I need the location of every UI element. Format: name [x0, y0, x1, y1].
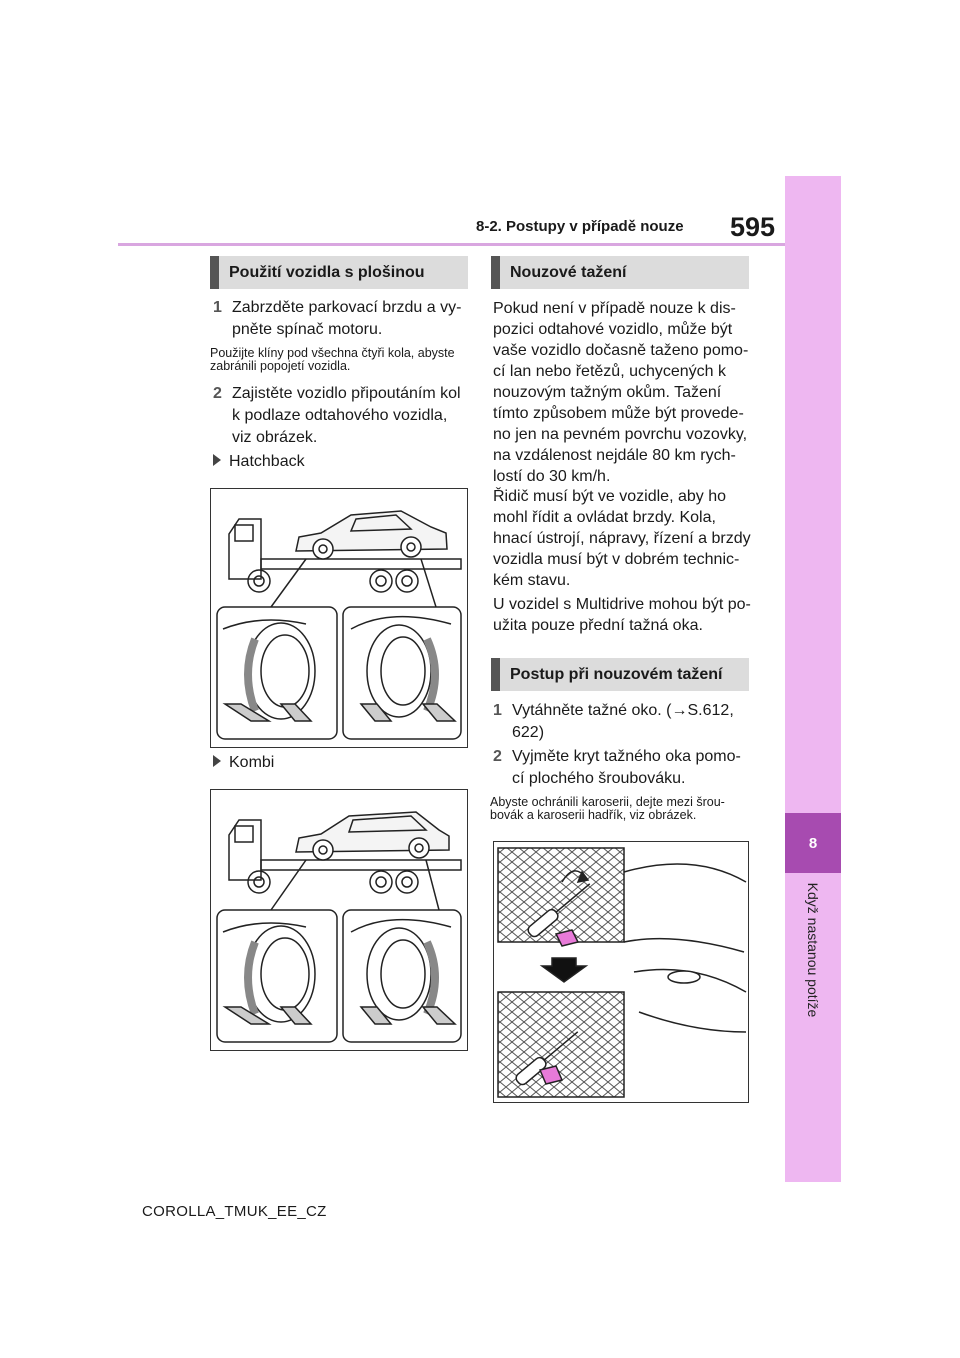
figure-kombi-flatbed — [210, 789, 468, 1051]
figure-towing-eye-cover — [493, 841, 749, 1103]
step-number: 1 — [213, 299, 222, 316]
bullet-label: Hatchback — [229, 453, 305, 470]
document-code: COROLLA_TMUK_EE_CZ — [142, 1203, 327, 1220]
paragraph-towing-info: Pokud není v případě nouze k dis-pozici odtahové vozidlo, může být vaše vozidlo dočasně taženo pomo-cí lan nebo řetězů, uchycených k nouzovým tažným okům. Tažení tímto způsobem může být provede-no jen na pevném povrchu vozovky, na vzdálenost nejdále 80 km rych-lostí do 30 km/h. — [493, 300, 749, 485]
paragraph-driver-requirements: Řidič musí být ve vozidle, aby ho mohl řídit a ovládat brzdy. Kola, hnací ústrojí, nápravy, řízení a brzdy vozidla musí být v dobrém technic-kém stavu. — [493, 488, 751, 589]
step-text: Zabrzděte parkovací brzdu a vy-pněte spínač motoru. — [232, 299, 462, 338]
step-text: Vytáhněte tažné oko. (→S.612, 622) — [512, 702, 734, 741]
step-number: 1 — [493, 702, 502, 719]
heading-emergency-towing: Nouzové tažení — [491, 256, 749, 289]
flatbed-kombi-illustration — [211, 790, 467, 1050]
step-number: 2 — [493, 748, 502, 765]
bullet-hatchback — [213, 453, 305, 471]
triangle-bullet-icon — [213, 755, 221, 767]
bullet-kombi — [213, 754, 274, 772]
bullet-label: Kombi — [229, 754, 275, 771]
step-1-flatbed — [213, 297, 469, 341]
heading-flatbed: Použití vozidla s plošinou — [210, 256, 468, 289]
figure-hatchback-flatbed — [210, 488, 468, 748]
chapter-title-text: Když nastanou potíže — [805, 882, 821, 1018]
chapter-side-tab — [785, 176, 841, 1182]
flatbed-hatchback-illustration — [211, 489, 467, 747]
heading-towing-procedure: Postup při nouzovém tažení — [491, 658, 749, 691]
paragraph-multidrive: U vozidel s Multidrive mohou být po-užita pouze přední tažná oka. — [493, 596, 751, 634]
note-protect-body: Abyste ochránili karoserii, dejte mezi šrou-bovák a karoserii hadřík, viz obrázek. — [490, 795, 725, 822]
step-1-towing — [493, 700, 749, 744]
step-text: Vyjměte kryt tažného oka pomo-cí plochého šroubováku. — [512, 748, 741, 787]
step-2-flatbed — [213, 383, 469, 449]
section-header: 8-2. Postupy v případě nouze — [476, 218, 684, 235]
page-number: 595 — [730, 212, 776, 242]
header-rule — [118, 243, 840, 246]
triangle-bullet-icon — [213, 454, 221, 466]
towing-eye-cover-illustration — [494, 842, 748, 1102]
step-number: 2 — [213, 385, 222, 402]
step-text: Zajistěte vozidlo připoutáním kol k podlaze odtahového vozidla, viz obrázek. — [232, 385, 461, 446]
note-wheel-chocks: Použijte klíny pod všechna čtyři kola, abyste zabránili popojetí vozidla. — [210, 346, 455, 373]
step-2-towing — [493, 746, 749, 790]
chapter-number-box: 8 — [785, 813, 841, 873]
